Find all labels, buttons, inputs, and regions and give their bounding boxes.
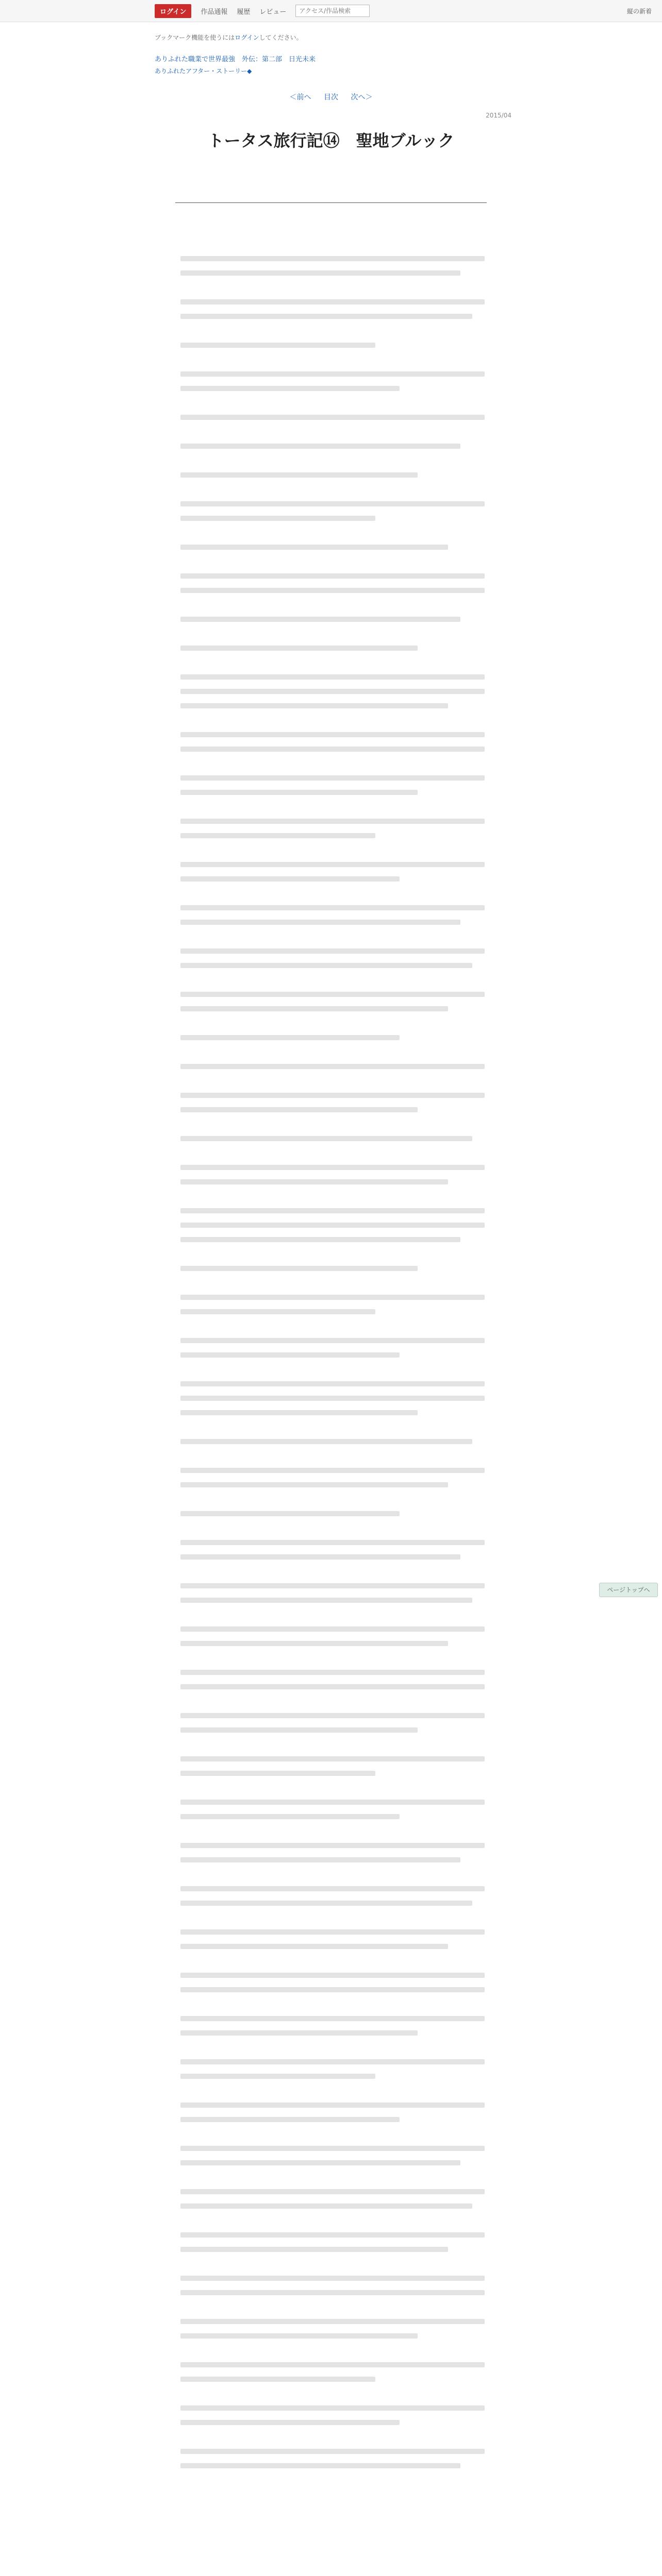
paragraph — [180, 1439, 485, 1444]
text-line-placeholder — [180, 732, 485, 737]
text-line-placeholder — [180, 444, 460, 449]
text-line-placeholder — [180, 1771, 375, 1776]
text-line-placeholder — [180, 646, 418, 651]
text-line-placeholder — [180, 2420, 400, 2425]
text-line-placeholder — [180, 2290, 485, 2295]
text-line-placeholder — [180, 472, 418, 478]
text-line-placeholder — [180, 343, 375, 348]
text-line-placeholder — [180, 1713, 485, 1718]
paragraph — [180, 1540, 485, 1560]
paragraph — [180, 299, 485, 319]
paragraph — [180, 1468, 485, 1487]
paragraph — [180, 775, 485, 795]
paragraph — [180, 2449, 485, 2468]
text-line-placeholder — [180, 1814, 400, 1819]
text-line-placeholder — [180, 2449, 485, 2454]
text-line-placeholder — [180, 1843, 485, 1848]
text-line-placeholder — [180, 1410, 418, 1415]
text-line-placeholder — [180, 1511, 400, 1516]
text-line-placeholder — [180, 2333, 418, 2338]
paragraph — [180, 2189, 485, 2209]
paragraph — [180, 2059, 485, 2079]
paragraph — [180, 1266, 485, 1271]
series-subtitle[interactable]: ありふれたアフター・ストーリー◆ — [155, 67, 252, 75]
text-line-placeholder — [180, 2059, 485, 2064]
paragraph — [180, 1886, 485, 1906]
title-divider — [175, 202, 487, 203]
text-line-placeholder — [180, 1857, 460, 1862]
text-line-placeholder — [180, 963, 472, 968]
text-line-placeholder — [180, 819, 485, 824]
paragraph — [180, 472, 485, 478]
text-line-placeholder — [180, 1064, 485, 1069]
text-line-placeholder — [180, 1107, 418, 1112]
text-line-placeholder — [180, 545, 448, 550]
text-line-placeholder — [180, 1396, 485, 1401]
text-line-placeholder — [180, 1223, 485, 1228]
text-line-placeholder — [180, 1309, 375, 1314]
paragraph — [180, 2232, 485, 2252]
paragraph — [180, 1381, 485, 1415]
text-line-placeholder — [180, 1006, 448, 1011]
paragraph — [180, 1670, 485, 1689]
text-line-placeholder — [180, 703, 448, 708]
text-line-placeholder — [180, 2247, 448, 2252]
corner-link[interactable]: 縦の新着 — [626, 8, 652, 15]
text-line-placeholder — [180, 1670, 485, 1675]
text-line-placeholder — [180, 2232, 485, 2238]
text-line-placeholder — [180, 256, 485, 261]
text-line-placeholder — [180, 1237, 460, 1242]
chapter-pager — [0, 92, 662, 102]
paragraph — [180, 2016, 485, 2036]
paragraph — [180, 992, 485, 1011]
paragraph — [180, 2276, 485, 2295]
text-line-placeholder — [180, 2146, 485, 2151]
series-info — [155, 54, 316, 75]
text-line-placeholder — [180, 876, 400, 882]
paragraph — [180, 617, 485, 622]
paragraph — [180, 545, 485, 550]
text-line-placeholder — [180, 2016, 485, 2021]
paragraph — [180, 1136, 485, 1141]
paragraph — [180, 674, 485, 708]
nav-link-review[interactable]: レビュー — [259, 8, 287, 16]
series-title-link[interactable]: ありふれた職業で世界最強 外伝：第二部 日光未来 — [155, 56, 316, 63]
paragraph — [180, 1843, 485, 1862]
text-line-placeholder — [180, 1727, 418, 1733]
nav-link-report[interactable]: 作品通報 — [201, 8, 228, 16]
text-line-placeholder — [180, 1136, 472, 1141]
text-line-placeholder — [180, 1886, 485, 1891]
nav-link-history[interactable]: 履歴 — [237, 8, 251, 16]
text-line-placeholder — [180, 905, 485, 910]
text-line-placeholder — [180, 747, 485, 752]
notice-login-link[interactable]: ログイン — [235, 34, 259, 41]
text-line-placeholder — [180, 992, 485, 997]
paragraph — [180, 2362, 485, 2382]
chapter-title: トータス旅行記⑭ 聖地ブルック — [207, 131, 455, 150]
text-line-placeholder — [180, 386, 400, 391]
text-line-placeholder — [180, 1165, 485, 1170]
notice-text-after: してください。 — [259, 34, 303, 41]
paragraph — [180, 1093, 485, 1112]
text-line-placeholder — [180, 775, 485, 781]
paragraph — [180, 1035, 485, 1040]
paragraph — [180, 1583, 485, 1603]
next-chapter-link[interactable]: 次へ＞ — [351, 93, 373, 101]
toolbar-inner — [155, 5, 370, 17]
paragraph — [180, 1208, 485, 1242]
text-line-placeholder — [180, 1540, 485, 1545]
text-line-placeholder — [180, 2319, 485, 2324]
login-button[interactable]: ログイン — [155, 4, 191, 18]
paragraph — [180, 573, 485, 593]
paragraph — [180, 2405, 485, 2425]
paragraph — [180, 1973, 485, 1992]
paragraph — [180, 1800, 485, 1819]
text-line-placeholder — [180, 2117, 400, 2122]
text-line-placeholder — [180, 2160, 460, 2165]
paragraph — [180, 1338, 485, 1358]
text-line-placeholder — [180, 1944, 448, 1949]
page-top-button[interactable]: ページトップへ — [599, 1583, 658, 1597]
text-line-placeholder — [180, 314, 472, 319]
post-date: 2015/04 — [486, 112, 511, 119]
text-line-placeholder — [180, 1684, 485, 1689]
text-line-placeholder — [180, 1482, 448, 1487]
text-line-placeholder — [180, 1641, 448, 1646]
paragraph — [180, 1511, 485, 1516]
paragraph — [180, 371, 485, 391]
text-line-placeholder — [180, 1973, 485, 1978]
text-line-placeholder — [180, 2030, 418, 2036]
text-line-placeholder — [180, 1598, 472, 1603]
text-line-placeholder — [180, 1554, 460, 1560]
login-notice — [155, 33, 303, 42]
paragraph — [180, 444, 485, 449]
paragraph — [180, 905, 485, 925]
text-line-placeholder — [180, 1381, 485, 1386]
text-line-placeholder — [180, 2103, 485, 2108]
text-line-placeholder — [180, 516, 375, 521]
text-line-placeholder — [180, 1800, 485, 1805]
search-input[interactable] — [295, 5, 370, 17]
paragraph — [180, 2319, 485, 2338]
paragraph — [180, 646, 485, 651]
text-line-placeholder — [180, 1179, 448, 1184]
text-line-placeholder — [180, 588, 485, 593]
text-line-placeholder — [180, 2362, 485, 2367]
text-line-placeholder — [180, 790, 418, 795]
paragraph — [180, 1626, 485, 1646]
text-line-placeholder — [180, 1583, 485, 1588]
text-line-placeholder — [180, 1987, 485, 1992]
paragraph — [180, 1295, 485, 1314]
paragraph — [180, 501, 485, 521]
text-line-placeholder — [180, 948, 485, 954]
text-line-placeholder — [180, 299, 485, 304]
chapter-body — [180, 256, 485, 2492]
text-line-placeholder — [180, 501, 485, 506]
text-line-placeholder — [180, 1468, 485, 1473]
text-line-placeholder — [180, 1352, 400, 1358]
text-line-placeholder — [180, 2189, 485, 2194]
text-line-placeholder — [180, 2276, 485, 2281]
text-line-placeholder — [180, 1439, 472, 1444]
text-line-placeholder — [180, 862, 485, 867]
text-line-placeholder — [180, 2405, 485, 2411]
paragraph — [180, 343, 485, 348]
paragraph — [180, 1713, 485, 1733]
text-line-placeholder — [180, 270, 460, 276]
paragraph — [180, 1165, 485, 1184]
text-line-placeholder — [180, 833, 375, 838]
paragraph — [180, 1756, 485, 1776]
toc-link[interactable]: 目次 — [324, 93, 338, 101]
text-line-placeholder — [180, 2463, 460, 2468]
paragraph — [180, 415, 485, 420]
text-line-placeholder — [180, 1338, 485, 1343]
text-line-placeholder — [180, 1901, 472, 1906]
text-line-placeholder — [180, 1266, 418, 1271]
paragraph — [180, 1064, 485, 1069]
paragraph — [180, 862, 485, 882]
text-line-placeholder — [180, 1626, 485, 1632]
paragraph — [180, 2146, 485, 2165]
text-line-placeholder — [180, 1929, 485, 1935]
text-line-placeholder — [180, 689, 485, 694]
text-line-placeholder — [180, 1295, 485, 1300]
text-line-placeholder — [180, 1208, 485, 1213]
text-line-placeholder — [180, 1035, 400, 1040]
text-line-placeholder — [180, 920, 460, 925]
text-line-placeholder — [180, 371, 485, 377]
notice-text-before: ブックマーク機能を使うには — [155, 34, 235, 41]
text-line-placeholder — [180, 1093, 485, 1098]
text-line-placeholder — [180, 617, 460, 622]
top-toolbar — [0, 0, 662, 22]
text-line-placeholder — [180, 1756, 485, 1761]
text-line-placeholder — [180, 2204, 472, 2209]
paragraph — [180, 948, 485, 968]
prev-chapter-link[interactable]: ＜前へ — [289, 93, 311, 101]
paragraph — [180, 732, 485, 752]
paragraph — [180, 819, 485, 838]
paragraph — [180, 1929, 485, 1949]
paragraph — [180, 2103, 485, 2122]
text-line-placeholder — [180, 415, 485, 420]
paragraph — [180, 256, 485, 276]
text-line-placeholder — [180, 2074, 375, 2079]
text-line-placeholder — [180, 573, 485, 579]
text-line-placeholder — [180, 674, 485, 680]
text-line-placeholder — [180, 2377, 375, 2382]
